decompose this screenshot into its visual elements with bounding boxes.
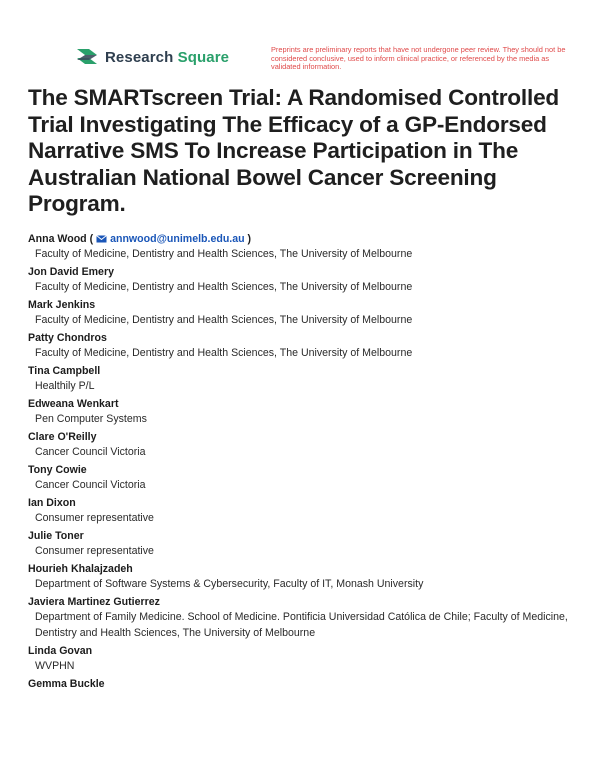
author-entry xyxy=(28,529,573,560)
author-email-text: annwood@unimelb.edu.au xyxy=(110,233,245,245)
author-affiliation: Cancer Council Victoria xyxy=(35,479,146,491)
author-name-text: Mark Jenkins xyxy=(28,299,96,311)
author-entry xyxy=(28,331,573,362)
author-name-text: Tony Cowie xyxy=(28,464,87,476)
author-entry xyxy=(28,595,573,641)
author-name-text: Gemma Buckle xyxy=(28,677,105,690)
author-name-text: Patty Chondros xyxy=(28,332,107,344)
preprint-disclaimer: Preprints are preliminary reports that have not undergone peer review. They should not be considered conclusive, used to inform clinical practice, or referenced by the media as validated information. xyxy=(271,45,566,72)
research-square-logo-icon xyxy=(75,46,99,68)
author-name-text: Hourieh Khalajzadeh xyxy=(28,563,133,575)
author-name-text: Linda Govan xyxy=(28,644,93,657)
author-affiliation: Pen Computer Systems xyxy=(35,413,147,425)
author-affiliation: Healthily P/L xyxy=(35,380,95,392)
brand-name xyxy=(105,49,229,66)
author-affiliation: Department of Family Medicine. School of Medicine. Pontificia Universidad Católica de Chile; Faculty of Medicine, Dentistry and Health Sciences, The University of Melbourne xyxy=(35,611,568,639)
author-name-text: Anna Wood xyxy=(28,233,87,245)
author-affiliation: WVPHN xyxy=(35,659,75,672)
page-header xyxy=(75,46,575,76)
author-entry xyxy=(28,265,573,296)
author-name-text: Clare O'Reilly xyxy=(28,431,97,443)
author-entry xyxy=(28,430,573,461)
author-list xyxy=(28,232,573,692)
author-affiliation: Cancer Council Victoria xyxy=(35,446,146,458)
author-name xyxy=(28,397,573,412)
author-affiliation: Consumer representative xyxy=(35,545,154,557)
author-name-text: Edweana Wenkart xyxy=(28,398,119,410)
author-entry xyxy=(28,364,573,395)
author-name xyxy=(28,331,573,346)
author-email-link[interactable] xyxy=(96,233,245,245)
author-name xyxy=(28,298,573,313)
brand-word-research: Research xyxy=(105,48,174,66)
author-name-text: Ian Dixon xyxy=(28,497,76,509)
research-square-logo[interactable] xyxy=(75,46,229,68)
author-name: Anna Wood ( annwood@unimelb.edu.au ) xyxy=(28,233,252,245)
author-name xyxy=(28,430,573,445)
author-affiliation: Faculty of Medicine, Dentistry and Health Sciences, The University of Melbourne xyxy=(35,347,413,359)
author-entry xyxy=(28,562,573,593)
author-name xyxy=(28,364,573,379)
author-entry xyxy=(28,397,573,428)
author-affiliation: Department of Software Systems & Cybersecurity, Faculty of IT, Monash University xyxy=(35,578,424,590)
author-name xyxy=(28,529,573,544)
author-name xyxy=(28,644,573,659)
author-entry xyxy=(28,677,573,692)
author-entry xyxy=(28,496,573,527)
author-affiliation: Faculty of Medicine, Dentistry and Health Sciences, The University of Melbourne xyxy=(35,314,413,326)
author-name xyxy=(28,496,573,511)
author-name xyxy=(28,562,573,577)
author-name-text: Julie Toner xyxy=(28,530,84,542)
author-name xyxy=(28,265,573,280)
paper-title: The SMARTscreen Trial: A Randomised Controlled Trial Investigating The Efficacy of a GP-Endorsed Narrative SMS To Increase Participation in The Australian National Bowel Cancer Screening Program. xyxy=(28,85,560,217)
author-name-text: Javiera Martinez Gutierrez xyxy=(28,596,160,608)
author-entry xyxy=(28,644,573,675)
author-name xyxy=(28,463,573,478)
author-affiliation: Faculty of Medicine, Dentistry and Health Sciences, The University of Melbourne xyxy=(35,281,413,293)
author-entry xyxy=(28,298,573,329)
author-name xyxy=(28,595,573,610)
brand-word-square: Square xyxy=(177,48,230,66)
author-name xyxy=(28,677,573,692)
author-affiliation: Faculty of Medicine, Dentistry and Health Sciences, The University of Melbourne xyxy=(35,248,413,260)
author-name-text: Tina Campbell xyxy=(28,365,101,377)
author-entry xyxy=(28,463,573,494)
envelope-icon xyxy=(96,235,107,243)
author-entry xyxy=(28,232,573,263)
author-affiliation: Consumer representative xyxy=(35,512,154,524)
author-name-text: Jon David Emery xyxy=(28,266,114,278)
